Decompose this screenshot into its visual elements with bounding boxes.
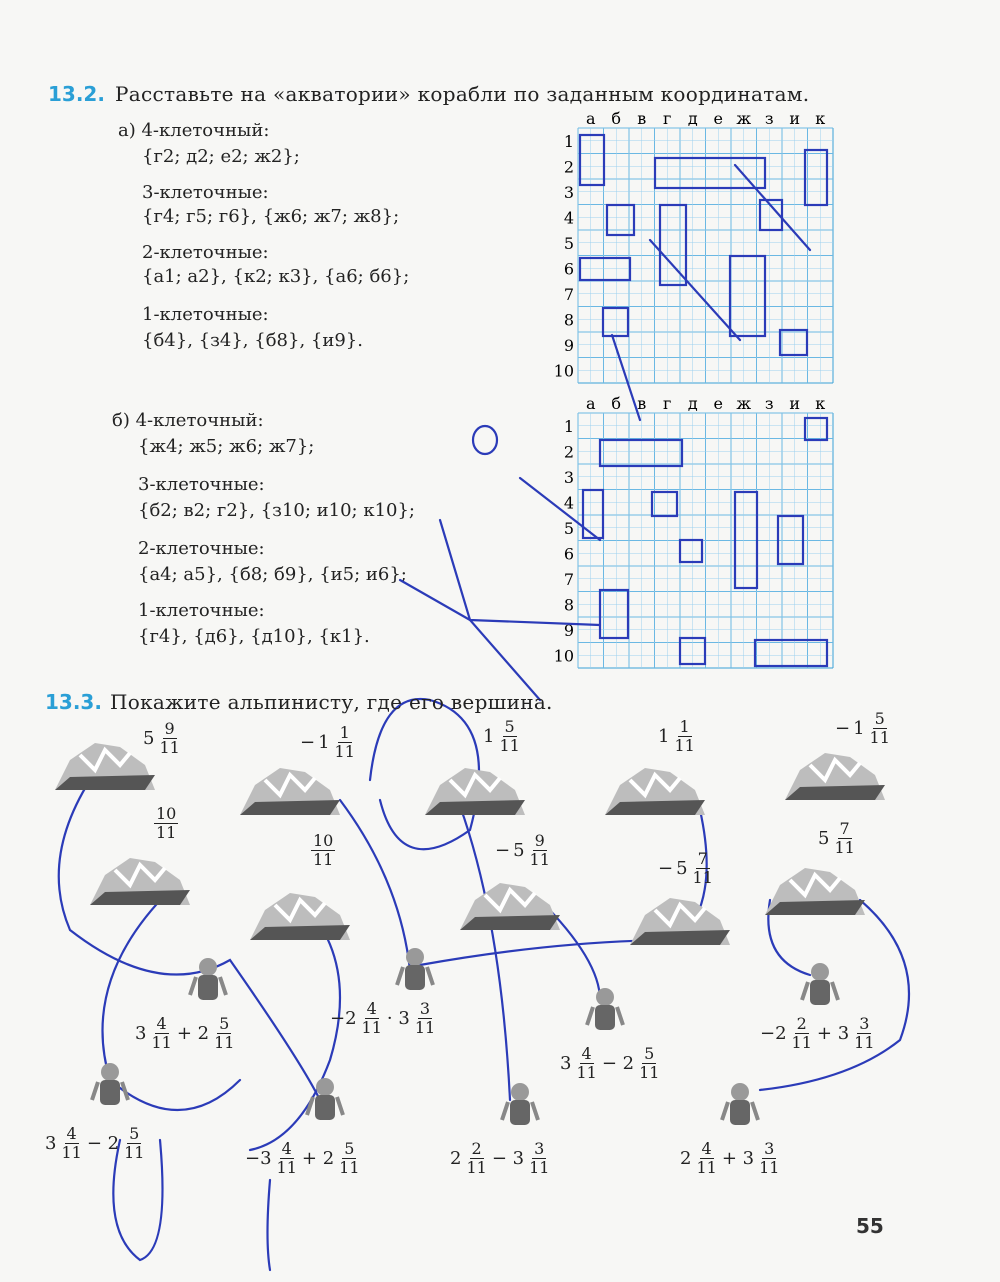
part-b-one: {г4}, {д6}, {д10}, {к1}. [138, 626, 370, 647]
peak-sign: − [835, 718, 851, 739]
peak-sign: − [658, 858, 674, 879]
climber-image [305, 1075, 345, 1129]
grid-row-label: 9 [563, 335, 574, 355]
peak-value [815, 820, 857, 857]
part-a-label: а) 4-клеточный: [118, 120, 270, 141]
peak-fraction: $\frac{10}{11}$ [156, 804, 177, 842]
peak-whole: 5 [513, 840, 525, 861]
grid-row-label: 3 [563, 182, 574, 202]
grid-column-label: г [663, 394, 672, 413]
grid-column-label: и [789, 394, 801, 413]
peak-value [495, 832, 552, 869]
grid-row-label: 10 [553, 361, 574, 381]
peak-fraction: $\frac{9}{11}$ [529, 831, 550, 869]
peak-value [480, 718, 522, 755]
grid-row-label: 2 [563, 157, 574, 177]
part-b-label: б) 4-клеточный: [112, 410, 264, 431]
peak-value [300, 724, 357, 761]
pen-stroke [268, 1180, 271, 1270]
grid-b [540, 393, 840, 673]
climber-expression: 2 $\frac{2}{11}$ − 3 $\frac{3}{11}$ [450, 1139, 550, 1177]
part-b-four: {ж4; ж5; ж6; ж7}; [138, 436, 315, 457]
climber-image [90, 1060, 130, 1114]
grid-column-label: е [713, 109, 723, 128]
grid-a [540, 108, 840, 388]
part-a-three: {г4; г5; г6}, {ж6; ж7; ж8}; [142, 206, 400, 227]
grid-column-label: и [789, 109, 801, 128]
grid-row-label: 2 [563, 442, 574, 462]
peak-fraction: $\frac{5}{11}$ [499, 717, 520, 755]
grid-column-label: д [687, 109, 698, 128]
climber-expression: 3 $\frac{4}{11}$ + 2 $\frac{5}{11}$ [135, 1014, 235, 1052]
climber-expression: −2 $\frac{4}{11}$ · 3 $\frac{3}{11}$ [330, 999, 436, 1037]
grid-column-label: в [637, 109, 647, 128]
grid-column-label: а [585, 394, 596, 413]
part-b-one-label: 1-клеточные: [138, 600, 265, 621]
grid-column-label: ж [736, 109, 752, 128]
part-a-two-label: 2-клеточные: [142, 242, 269, 263]
peak-value [148, 805, 178, 842]
climber-image [585, 985, 625, 1039]
mountain-peak-image [235, 760, 345, 824]
grid-row-label: 1 [563, 416, 574, 436]
grid-row-label: 7 [563, 569, 574, 589]
part-b-two: {а4; а5}, {б8; б9}, {и5; и6}; [138, 564, 407, 585]
peak-whole: 1 [658, 726, 670, 747]
mountain-peak-image [85, 850, 195, 914]
grid-column-label: з [764, 109, 774, 128]
grid-column-label: б [611, 394, 622, 413]
grid-column-label: ж [736, 394, 752, 413]
mountain-peak-image [760, 860, 870, 924]
peak-fraction: $\frac{5}{11}$ [869, 709, 890, 747]
exercise-title-13-3: Покажите альпинисту, где его вершина. [110, 690, 553, 714]
grid-row-label: 8 [563, 310, 574, 330]
peak-fraction: $\frac{7}{11}$ [834, 819, 855, 857]
peak-value [305, 832, 335, 869]
pen-stroke [440, 520, 540, 700]
climber-image [188, 955, 228, 1009]
grid-row-label: 8 [563, 595, 574, 615]
pen-circle [473, 426, 497, 454]
peak-value [140, 720, 182, 757]
mountain-peak-image [780, 745, 890, 809]
grid-column-label: к [815, 394, 826, 413]
part-b-three: {б2; в2; г2}, {з10; и10; к10}; [138, 500, 415, 521]
peak-value [658, 850, 715, 887]
part-a-three-label: 3-клеточные: [142, 182, 269, 203]
peak-whole: 5 [143, 728, 155, 749]
page-number: 55 [856, 1214, 884, 1238]
peak-whole: 1 [483, 726, 495, 747]
mountain-peak-image [245, 885, 355, 949]
grid-row-label: 9 [563, 620, 574, 640]
grid-column-label: б [611, 109, 622, 128]
grid-row-label: 3 [563, 467, 574, 487]
part-a-one: {б4}, {з4}, {б8}, {и9}. [142, 330, 363, 351]
grid-row-label: 6 [563, 259, 574, 279]
peak-fraction: $\frac{9}{11}$ [159, 719, 180, 757]
peak-whole: 5 [818, 828, 830, 849]
peak-fraction: $\frac{7}{11}$ [692, 849, 713, 887]
peak-whole: 1 [853, 718, 865, 739]
grid-column-label: е [713, 394, 723, 413]
climber-image [720, 1080, 760, 1134]
peak-sign: − [300, 732, 316, 753]
grid-row-label: 5 [563, 518, 574, 538]
part-b-two-label: 2-клеточные: [138, 538, 265, 559]
grid-row-label: 4 [563, 208, 574, 228]
climber-expression: −2 $\frac{2}{11}$ + 3 $\frac{3}{11}$ [760, 1014, 875, 1052]
climber-expression: −3 $\frac{4}{11}$ + 2 $\frac{5}{11}$ [245, 1139, 360, 1177]
grid-row-label: 6 [563, 544, 574, 564]
climber-expression: 3 $\frac{4}{11}$ − 2 $\frac{5}{11}$ [45, 1124, 145, 1162]
grid-row-label: 1 [563, 131, 574, 151]
peak-value [835, 710, 892, 747]
peak-whole: 1 [318, 732, 330, 753]
mountain-peak-image [625, 890, 735, 954]
grid-column-label: а [585, 109, 596, 128]
grid-column-label: к [815, 109, 826, 128]
peak-fraction: $\frac{10}{11}$ [313, 831, 334, 869]
peak-value [655, 718, 697, 755]
exercise-number-13-3: 13.3. [45, 690, 102, 714]
part-a-four: {г2; д2; е2; ж2}; [142, 146, 300, 167]
exercise-title-13-2: Расставьте на «акватории» корабли по заданным координатам. [115, 82, 810, 106]
grid-row-label: 5 [563, 233, 574, 253]
grid-column-label: з [764, 394, 774, 413]
exercise-number-13-2: 13.2. [48, 82, 105, 106]
pen-stroke [450, 780, 510, 1100]
climber-expression: 3 $\frac{4}{11}$ − 2 $\frac{5}{11}$ [560, 1044, 660, 1082]
peak-fraction: $\frac{1}{11}$ [334, 723, 355, 761]
grid-column-label: г [663, 109, 672, 128]
climber-image [500, 1080, 540, 1134]
mountain-peak-image [455, 875, 565, 939]
grid-row-label: 7 [563, 284, 574, 304]
mountain-peak-image [600, 760, 710, 824]
peak-whole: 5 [676, 858, 688, 879]
part-a-two: {а1; а2}, {к2; к3}, {а6; б6}; [142, 266, 410, 287]
grid-column-label: в [637, 394, 647, 413]
part-a-one-label: 1-клеточные: [142, 304, 269, 325]
peak-fraction: $\frac{1}{11}$ [674, 717, 695, 755]
peak-sign: − [495, 840, 511, 861]
grid-column-label: д [687, 394, 698, 413]
climber-image [395, 945, 435, 999]
grid-row-label: 4 [563, 493, 574, 513]
climber-image [800, 960, 840, 1014]
mountain-peak-image [420, 760, 530, 824]
grid-row-label: 10 [553, 646, 574, 666]
part-b-three-label: 3-клеточные: [138, 474, 265, 495]
climber-expression: 2 $\frac{4}{11}$ + 3 $\frac{3}{11}$ [680, 1139, 780, 1177]
